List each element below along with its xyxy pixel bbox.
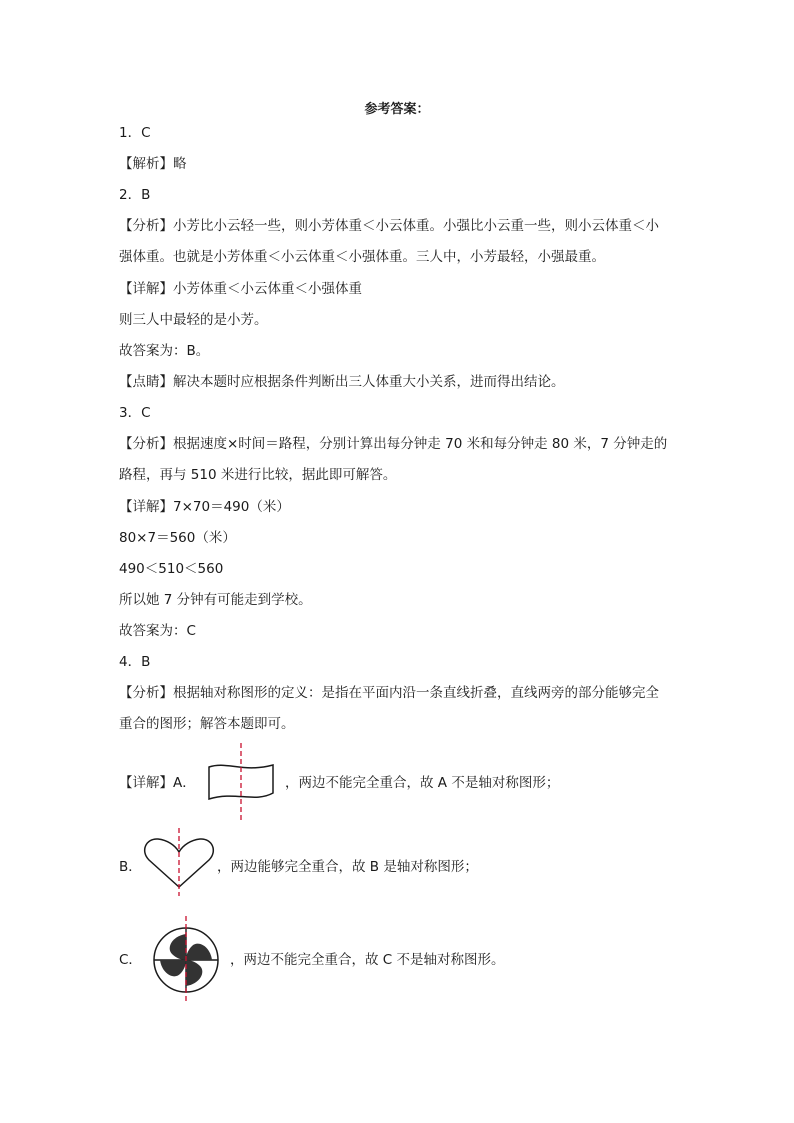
- answer-2-detail-line2: 则三人中最轻的是小芳。: [119, 312, 268, 328]
- option-a-text: ，两边不能完全重合，故 A 不是轴对称图形；: [285, 775, 560, 791]
- pinwheel-blade-left: [160, 960, 186, 976]
- answer-3-detail-line3: 490＜510＜560: [119, 561, 224, 577]
- option-a-prefix: 【详解】A．: [119, 775, 196, 791]
- answer-3-analysis-line2: 路程，再与 510 米进行比较，据此即可解答。: [119, 467, 397, 483]
- heart-shape-figure: [142, 826, 216, 898]
- option-c-prefix: C．: [119, 952, 142, 968]
- answer-4-analysis-line1: 【分析】根据轴对称图形的定义：是指在平面内沿一条直线折叠，直线两旁的部分能够完全: [119, 685, 659, 701]
- option-b-text: ，两边能够完全重合，故 B 是轴对称图形；: [217, 859, 478, 875]
- answer-4-number: 4．B: [119, 654, 151, 670]
- option-b-prefix: B．: [119, 859, 142, 875]
- flag-shape-figure: [205, 741, 277, 823]
- answer-2-result: 故答案为：B。: [119, 343, 210, 359]
- answer-3-analysis-line1: 【分析】根据速度×时间＝路程，分别计算出每分钟走 70 米和每分钟走 80 米，7 分钟走的: [119, 436, 668, 452]
- pinwheel-blade-right: [186, 944, 212, 960]
- answer-3-number: 3．C: [119, 405, 151, 421]
- answer-3-detail-line2: 80×7＝560（米）: [119, 530, 236, 546]
- option-c-text: ，两边不能完全重合，故 C 不是轴对称图形。: [230, 952, 505, 968]
- answer-2-detail: 【详解】小芳体重＜小云体重＜小强体重: [119, 281, 362, 297]
- answer-2-analysis-line1: 【分析】小芳比小云轻一些，则小芳体重＜小云体重。小强比小云重一些，则小云体重＜小: [119, 218, 659, 234]
- pinwheel-blade-bottom: [186, 960, 202, 986]
- pinwheel-blade-top: [170, 934, 186, 960]
- answer-2-tip: 【点睛】解决本题时应根据条件判断出三人体重大小关系，进而得出结论。: [119, 374, 565, 390]
- answer-1-analysis: 【解析】略: [119, 156, 187, 172]
- answer-4-analysis-line2: 重合的图形；解答本题即可。: [119, 716, 295, 732]
- answer-2-number: 2．B: [119, 187, 151, 203]
- answer-1-number: 1．C: [119, 125, 151, 141]
- answer-2-analysis-line2: 强体重。也就是小芳体重＜小云体重＜小强体重。三人中，小芳最轻，小强最重。: [119, 249, 605, 265]
- answer-3-result: 故答案为：C: [119, 623, 196, 639]
- answer-3-detail-line1: 【详解】7×70＝490（米）: [119, 499, 290, 515]
- answer-3-detail-line4: 所以她 7 分钟有可能走到学校。: [119, 592, 312, 608]
- page-title: 参考答案：: [364, 102, 430, 117]
- pinwheel-figure: [150, 914, 222, 1004]
